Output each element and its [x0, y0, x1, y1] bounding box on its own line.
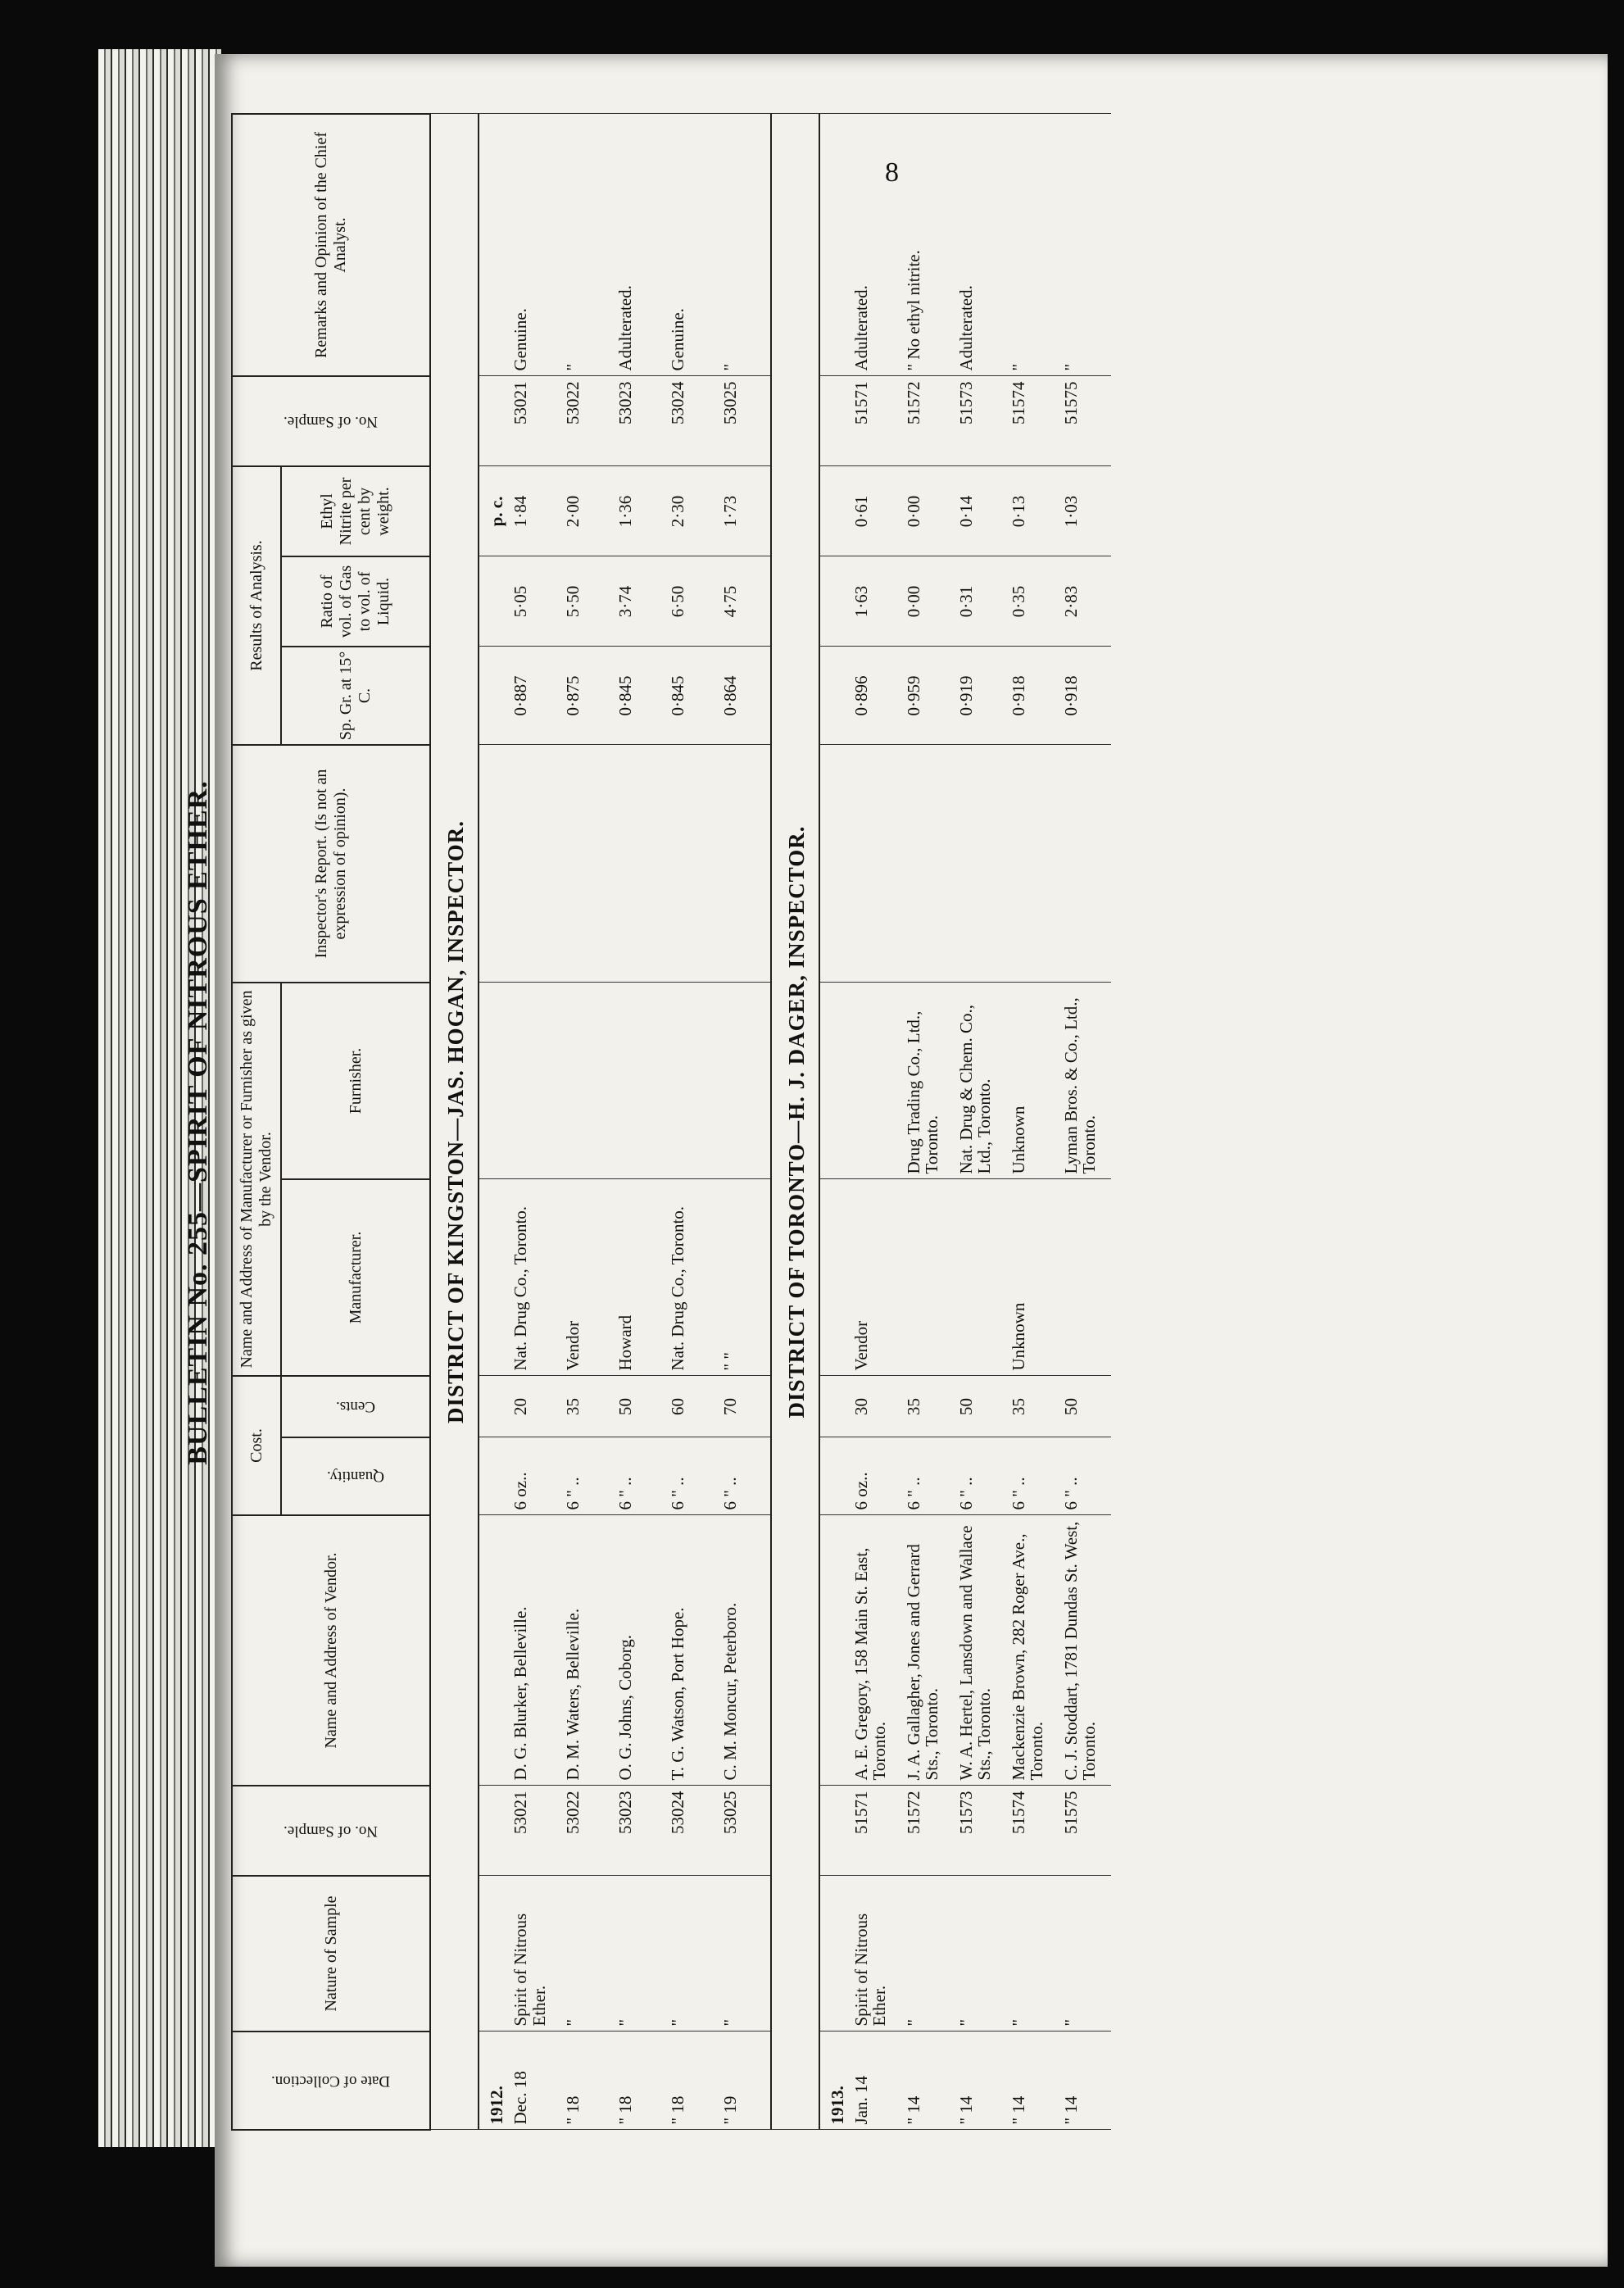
year-row	[819, 114, 849, 2130]
cell-nature: "	[665, 1876, 718, 2032]
cell-vendor: J. A. Gallagher, Jones and Gerrard Sts., Toronto.	[901, 1515, 954, 1786]
empty-cell	[819, 114, 849, 376]
cell-remarks: Genuine.	[508, 114, 560, 376]
cell-nature: "	[954, 1876, 1006, 2032]
cell-vendor: C. M. Moncur, Peterboro.	[718, 1515, 771, 1786]
table-row	[1059, 114, 1111, 2130]
cell-inspector-report	[718, 745, 771, 983]
cell-ethyl-nitrite: 0·14	[954, 466, 1006, 556]
cell-cents: 60	[665, 1376, 718, 1437]
cell-cents: 35	[560, 1376, 613, 1437]
cell-sample-no-2: 53024	[665, 376, 718, 466]
header-ethyl-nitrite: Ethyl Nitrite per cent by weight.	[281, 466, 430, 556]
cell-sample-no: 53021	[508, 1786, 560, 1876]
header-results: Results of Analysis.	[232, 466, 281, 745]
cell-ratio: 3·74	[613, 556, 665, 647]
table-row	[560, 114, 613, 2130]
empty-cell	[479, 745, 508, 983]
empty-cell	[819, 1376, 849, 1437]
table-row	[665, 114, 718, 2130]
cell-quantity: 6 " ..	[665, 1437, 718, 1515]
cell-cents: 30	[849, 1376, 901, 1437]
empty-cell	[819, 745, 849, 983]
cell-sp-gr: 0·918	[1006, 647, 1059, 745]
cell-ratio: 0·35	[1006, 556, 1059, 647]
cell-inspector-report	[665, 745, 718, 983]
cell-cents: 50	[1059, 1376, 1111, 1437]
cell-cents: 35	[1006, 1376, 1059, 1437]
cell-ethyl-nitrite: 2·00	[560, 466, 613, 556]
cell-sample-no: 53022	[560, 1786, 613, 1876]
cell-quantity: 6 oz..	[508, 1437, 560, 1515]
empty-cell	[479, 983, 508, 1179]
cell-sample-no: 51574	[1006, 1786, 1059, 1876]
table-row	[613, 114, 665, 2130]
cell-furnisher: Nat. Drug & Chem. Co., Ltd., Toronto.	[954, 983, 1006, 1179]
cell-sp-gr: 0·896	[849, 647, 901, 745]
table-body	[430, 114, 1111, 2130]
header-ratio: Ratio of vol. of Gas to vol. of Liquid.	[281, 556, 430, 647]
cell-cents: 70	[718, 1376, 771, 1437]
cell-nature: "	[613, 1876, 665, 2032]
cell-manufacturer: Howard	[613, 1179, 665, 1376]
cell-manufacturer: Unknown	[1006, 1179, 1059, 1376]
cell-quantity: 6 oz..	[849, 1437, 901, 1515]
cell-furnisher	[718, 983, 771, 1179]
empty-cell	[819, 1515, 849, 1786]
cell-ratio: 5·05	[508, 556, 560, 647]
cell-sp-gr: 0·887	[508, 647, 560, 745]
cell-date: Jan. 14	[849, 2032, 901, 2130]
cell-sample-no-2: 53021	[508, 376, 560, 466]
header-remarks: Remarks and Opinion of the Chief Analyst.	[232, 114, 430, 376]
samples-table	[231, 113, 1111, 2131]
cell-vendor: A. E. Gregory, 158 Main St. East, Toronto.	[849, 1515, 901, 1786]
header-sample-no-2: No. of Sample.	[232, 376, 430, 466]
cell-sp-gr: 0·845	[665, 647, 718, 745]
cell-inspector-report	[1006, 745, 1059, 983]
cell-manufacturer: Nat. Drug Co., Toronto.	[508, 1179, 560, 1376]
cell-furnisher: Unknown	[1006, 983, 1059, 1179]
cell-date: " 14	[1006, 2032, 1059, 2130]
cell-manufacturer	[954, 1179, 1006, 1376]
cell-furnisher	[560, 983, 613, 1179]
cell-remarks: Adulterated.	[954, 114, 1006, 376]
ethyl-unit-label: p. c.	[479, 466, 508, 556]
empty-cell	[479, 1376, 508, 1437]
cell-furnisher	[508, 983, 560, 1179]
cell-manufacturer	[901, 1179, 954, 1376]
cell-remarks: Adulterated.	[849, 114, 901, 376]
cell-cents: 20	[508, 1376, 560, 1437]
cell-quantity: 6 " ..	[613, 1437, 665, 1515]
cell-sp-gr: 0·959	[901, 647, 954, 745]
cell-sp-gr: 0·864	[718, 647, 771, 745]
empty-cell	[479, 1876, 508, 2032]
cell-quantity: 6 " ..	[718, 1437, 771, 1515]
cell-ratio: 1·63	[849, 556, 901, 647]
cell-sample-no-2: 51575	[1059, 376, 1111, 466]
cell-sample-no: 51573	[954, 1786, 1006, 1876]
cell-ethyl-nitrite: 1·73	[718, 466, 771, 556]
empty-cell	[819, 1437, 849, 1515]
empty-cell	[479, 1786, 508, 1876]
empty-cell	[479, 556, 508, 647]
cell-sample-no: 51575	[1059, 1786, 1111, 1876]
cell-cents: 50	[613, 1376, 665, 1437]
table-row	[508, 114, 560, 2130]
cell-nature: "	[1059, 1876, 1111, 2032]
header-inspector-report: Inspector's Report. (Is not an expression of opinion).	[232, 745, 430, 983]
cell-ethyl-nitrite: 1·36	[613, 466, 665, 556]
cell-vendor: D. M. Waters, Belleville.	[560, 1515, 613, 1786]
empty-cell	[819, 466, 849, 556]
cell-vendor: C. J. Stoddart, 1781 Dundas St. West, Toronto.	[1059, 1515, 1111, 1786]
district-heading: DISTRICT OF TORONTO—H. J. DAGER, INSPECTOR.	[771, 114, 819, 2130]
header-manufacturer: Manufacturer.	[281, 1179, 430, 1376]
cell-date: " 18	[613, 2032, 665, 2130]
header-vendor: Name and Address of Vendor.	[232, 1515, 430, 1786]
cell-manufacturer: " "	[718, 1179, 771, 1376]
cell-ratio: 6·50	[665, 556, 718, 647]
table-row	[901, 114, 954, 2130]
cell-sp-gr: 0·875	[560, 647, 613, 745]
cell-ethyl-nitrite: 0·00	[901, 466, 954, 556]
table-row	[1006, 114, 1059, 2130]
cell-ethyl-nitrite: 1·03	[1059, 466, 1111, 556]
header-cost: Cost.	[232, 1376, 281, 1515]
cell-nature: "	[560, 1876, 613, 2032]
header-furnisher: Furnisher.	[281, 983, 430, 1179]
cell-nature: "	[1006, 1876, 1059, 2032]
cell-inspector-report	[613, 745, 665, 983]
cell-sample-no-2: 51573	[954, 376, 1006, 466]
header-cents: Cents.	[281, 1376, 430, 1437]
cell-furnisher: Lyman Bros. & Co., Ltd., Toronto.	[1059, 983, 1111, 1179]
cell-cents: 35	[901, 1376, 954, 1437]
cell-sample-no: 51572	[901, 1786, 954, 1876]
cell-quantity: 6 " ..	[560, 1437, 613, 1515]
cell-quantity: 6 " ..	[1059, 1437, 1111, 1515]
cell-date: " 19	[718, 2032, 771, 2130]
empty-cell	[479, 1437, 508, 1515]
year-row	[479, 114, 508, 2130]
empty-cell	[479, 376, 508, 466]
cell-manufacturer	[1059, 1179, 1111, 1376]
header-date: Date of Collection.	[232, 2032, 430, 2130]
cell-remarks: Adulterated.	[613, 114, 665, 376]
cell-remarks: " No ethyl nitrite.	[901, 114, 954, 376]
empty-cell	[479, 647, 508, 745]
cell-ratio: 2·83	[1059, 556, 1111, 647]
header-sample-no: No. of Sample.	[232, 1786, 430, 1876]
cell-sample-no-2: 53025	[718, 376, 771, 466]
cell-sample-no-2: 53023	[613, 376, 665, 466]
cell-nature: "	[718, 1876, 771, 2032]
cell-furnisher	[665, 983, 718, 1179]
empty-cell	[819, 647, 849, 745]
cell-sample-no: 51571	[849, 1786, 901, 1876]
header-nature: Nature of Sample	[232, 1876, 430, 2032]
year-label: 1913.	[819, 2032, 849, 2130]
cell-manufacturer: Vendor	[560, 1179, 613, 1376]
empty-cell	[819, 983, 849, 1179]
empty-cell	[819, 376, 849, 466]
cell-sample-no-2: 51572	[901, 376, 954, 466]
empty-cell	[479, 1515, 508, 1786]
header-manufacturer-group: Name and Address of Manufacturer or Furnisher as given by the Vendor.	[232, 983, 281, 1376]
cell-date: Dec. 18	[508, 2032, 560, 2130]
cell-nature: "	[901, 1876, 954, 2032]
table-row	[954, 114, 1006, 2130]
cell-sp-gr: 0·918	[1059, 647, 1111, 745]
cell-ethyl-nitrite: 1·84	[508, 466, 560, 556]
cell-remarks: "	[560, 114, 613, 376]
cell-ratio: 4·75	[718, 556, 771, 647]
cell-sample-no-2: 51571	[849, 376, 901, 466]
rotated-table-frame	[180, 115, 1458, 2131]
header-quantity: Quantity.	[281, 1437, 430, 1515]
table-row	[849, 114, 901, 2130]
cell-inspector-report	[560, 745, 613, 983]
cell-inspector-report	[954, 745, 1006, 983]
cell-cents: 50	[954, 1376, 1006, 1437]
cell-inspector-report	[849, 745, 901, 983]
cell-date: " 14	[954, 2032, 1006, 2130]
cell-furnisher: Drug Trading Co., Ltd., Toronto.	[901, 983, 954, 1179]
cell-ratio: 0·31	[954, 556, 1006, 647]
cell-sample-no-2: 53022	[560, 376, 613, 466]
district-heading-row	[430, 114, 479, 2130]
cell-manufacturer: Nat. Drug Co., Toronto.	[665, 1179, 718, 1376]
empty-cell	[819, 556, 849, 647]
cell-sample-no: 53024	[665, 1786, 718, 1876]
bulletin-title: BULLETIN No. 255—SPIRIT OF NITROUS ETHER.	[183, 780, 213, 1465]
cell-date: " 18	[560, 2032, 613, 2130]
cell-vendor: D. G. Blurker, Belleville.	[508, 1515, 560, 1786]
header-row-1	[232, 114, 281, 2130]
cell-date: " 14	[1059, 2032, 1111, 2130]
table-row	[718, 114, 771, 2130]
cell-nature: Spirit of Nitrous Ether.	[508, 1876, 560, 2032]
year-label: 1912.	[479, 2032, 508, 2130]
cell-sp-gr: 0·919	[954, 647, 1006, 745]
cell-inspector-report	[901, 745, 954, 983]
cell-nature: Spirit of Nitrous Ether.	[849, 1876, 901, 2032]
empty-cell	[819, 1179, 849, 1376]
page-number: 8	[885, 157, 899, 188]
cell-sample-no: 53025	[718, 1786, 771, 1876]
cell-vendor: W. A. Hertel, Lansdown and Wallace Sts., Toronto.	[954, 1515, 1006, 1786]
cell-remarks: "	[1006, 114, 1059, 376]
cell-sample-no: 53023	[613, 1786, 665, 1876]
cell-quantity: 6 " ..	[1006, 1437, 1059, 1515]
empty-cell	[479, 114, 508, 376]
cell-manufacturer: Vendor	[849, 1179, 901, 1376]
cell-vendor: T. G. Watson, Port Hope.	[665, 1515, 718, 1786]
empty-cell	[819, 1786, 849, 1876]
district-heading: DISTRICT OF KINGSTON—JAS. HOGAN, INSPECTOR.	[430, 114, 479, 2130]
cell-remarks: "	[718, 114, 771, 376]
cell-date: " 18	[665, 2032, 718, 2130]
empty-cell	[479, 1179, 508, 1376]
cell-quantity: 6 " ..	[901, 1437, 954, 1515]
cell-ratio: 5·50	[560, 556, 613, 647]
cell-vendor: Mackenzie Brown, 282 Roger Ave., Toronto.	[1006, 1515, 1059, 1786]
cell-inspector-report	[508, 745, 560, 983]
cell-furnisher	[849, 983, 901, 1179]
cell-date: " 14	[901, 2032, 954, 2130]
cell-sample-no-2: 51574	[1006, 376, 1059, 466]
cell-remarks: Genuine.	[665, 114, 718, 376]
cell-vendor: O. G. Johns, Coborg.	[613, 1515, 665, 1786]
cell-quantity: 6 " ..	[954, 1437, 1006, 1515]
cell-ethyl-nitrite: 0·61	[849, 466, 901, 556]
district-heading-row	[771, 114, 819, 2130]
cell-sp-gr: 0·845	[613, 647, 665, 745]
cell-ethyl-nitrite: 2·30	[665, 466, 718, 556]
cell-ratio: 0·00	[901, 556, 954, 647]
header-sp-gr: Sp. Gr. at 15° C.	[281, 647, 430, 745]
cell-inspector-report	[1059, 745, 1111, 983]
cell-ethyl-nitrite: 0·13	[1006, 466, 1059, 556]
cell-furnisher	[613, 983, 665, 1179]
cell-remarks: "	[1059, 114, 1111, 376]
empty-cell	[819, 1876, 849, 2032]
